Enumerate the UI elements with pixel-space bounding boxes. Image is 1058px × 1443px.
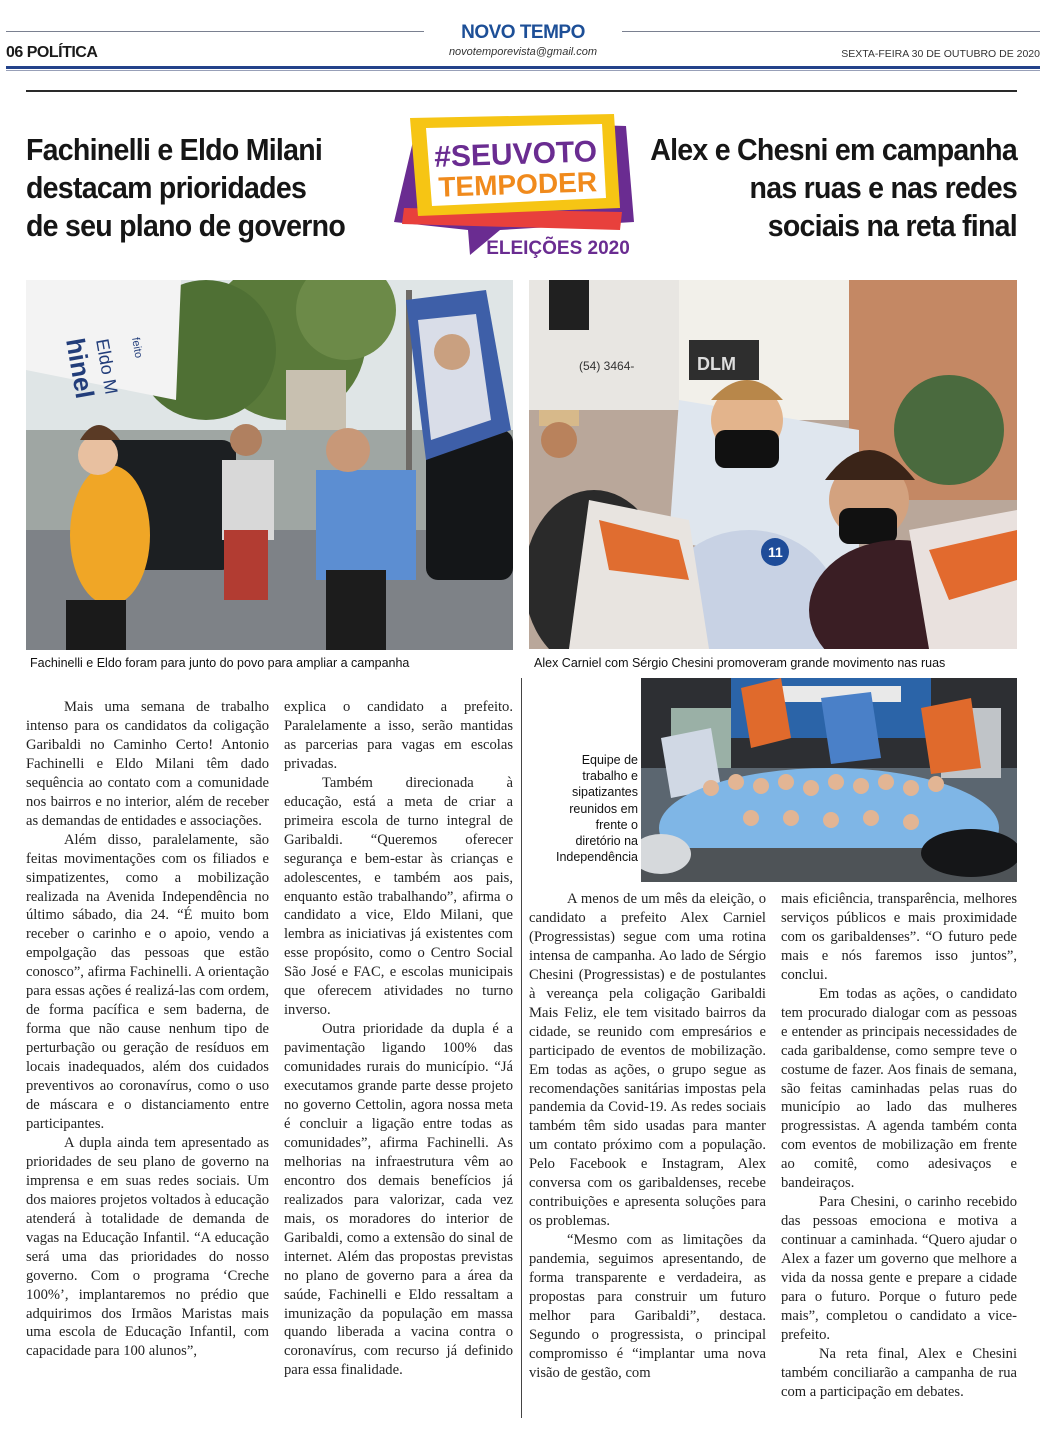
caption-third-line: diretório na xyxy=(575,834,638,849)
flag-text: feito xyxy=(129,336,145,360)
paragraph: Mais uma semana de trabalho intenso para os candidatos da coligação Garibaldi no Caminho Certo! Antonio Fachinelli e Eldo Milani têm dado sequência ao contato com a comunidade nos bairros e no interior, além de receber as demandas de entidades e associações. xyxy=(26,699,269,829)
headline-left-line: destacam prioridades xyxy=(26,170,307,205)
flag-text: hinel xyxy=(60,335,101,401)
headline-left-line: de seu plano de governo xyxy=(26,208,346,243)
caption-left: Fachinelli e Eldo foram para junto do povo para ampliar a campanha xyxy=(30,656,410,670)
paragraph: Na reta final, Alex e Chesini também conciliarão a campanha de rua com a participação em debates. xyxy=(781,1345,1017,1400)
photo-alex-chesini xyxy=(529,280,1017,649)
caption-third-line: Independência xyxy=(555,850,638,865)
photo-equipe xyxy=(641,678,1017,882)
paragraph: Outra prioridade da dupla é a pavimentação ligando 100% das comunidades rurais do município. “Já executamos grande parte desse projeto no governo Cettolin, agora nossa meta é concluir a ligação entre todas as comunidades”, afirma Fachinelli. As melhorias na infraestrutura vêm ao encontro dos demais benefícios já realizados para valorizar, cada vez mais, os moradores do interior de Garibaldi, como a extensão do sinal de internet. Além das propostas previstas no plano de governo para a área da saúde, Fachinelli e Eldo ressaltam a imunização da população em massa quando liberada a vacina contra o coronavírus, com recurso já definido para essa finalidade. xyxy=(284,1021,513,1379)
header-rule-blue xyxy=(6,66,1040,69)
photo-fachinelli-eldo xyxy=(26,280,513,650)
article-right-col4 xyxy=(781,890,1017,1420)
masthead: NOVO TEMPO xyxy=(461,22,585,43)
paragraph: Além disso, paralelamente, são feitas movimentações com os filiados e simpatizentes, como a mobilização realizada na Avenida Independência no último sábado, dia 24. “É muito bom receber o carinho e o apoio, vendo a empolgação das pessoas que estão conosco”, afirma Fachinelli. A orientação para essas ações é realizá-las com ordem, de forma pacífica e sem baderna, de forma que não cause nenhum tipo de perturbação ou geração de resíduos em locais inadequados, além dos cuidados preventivos ao coronavírus, como o uso de máscara e o distanciamento entre participantes. xyxy=(26,831,269,1132)
headline-right xyxy=(649,131,1017,245)
paragraph: “Mesmo com as limitações da pandemia, seguimos apresentando, de forma transparente e verdadeira, as propostas para construir um futuro melhor para Garibaldi”, destaca. Segundo o progressista, o principal compromisso é “implantar uma nova visão de gestão, com xyxy=(529,1232,766,1381)
caption-right: Alex Carniel com Sérgio Chesini promoveram grande movimento nas ruas xyxy=(534,656,946,670)
section-rule xyxy=(26,90,1017,92)
caption-third-line: sipatizantes xyxy=(571,785,638,800)
caption-third-line: Equipe de xyxy=(581,753,638,767)
header-rule-top-right xyxy=(622,31,1040,32)
logo-line1: #SEUVOTO xyxy=(433,135,598,174)
logo-line2: TEMPODER xyxy=(437,166,598,203)
headline-left xyxy=(26,131,376,245)
article-left-col1 xyxy=(26,698,269,1420)
article-left-col2 xyxy=(284,698,513,1420)
header-rule-top-left xyxy=(6,31,424,32)
paragraph: A menos de um mês da eleição, o candidato a prefeito Alex Carniel (Progressistas) segue com uma rotina intensa de campanha. Ao lado de Sérgio Chesini (Progressistas) e de postulantes à vereança pela coligação Garibaldi Mais Feliz, ele tem visitado bairros da cidade, se reunido com empresários e participado de eventos de mobilização. Em todas as ações, o grupo segue as recomendações sanitárias impostas pela pandemia da Covid-19. As redes sociais também têm sido usadas para manter um contato próximo com a população. Pelo Facebook e Instagram, Alex conversa com os garibaldenses, recebe contribuições e apresenta soluções para os problemas. xyxy=(529,891,766,1230)
page-section: 06 POLÍTICA xyxy=(6,44,98,61)
badge-text: 11 xyxy=(768,544,783,560)
article-right-col3 xyxy=(529,890,766,1420)
header-rule-thin xyxy=(6,70,1040,71)
header-date: SEXTA-FEIRA 30 DE OUTUBRO DE 2020 xyxy=(841,48,1040,60)
logo-line3: ELEIÇÕES 2020 xyxy=(486,238,630,259)
paragraph: Em todas as ações, o candidato tem procurado dialogar com as pessoas e entender as principais necessidades de cada garibaldense, como sempre teve o costume de fazer. Aos finais de semana, são feitas caminhadas pelas ruas do município ao lado das mulheres progressistas. A agenda também conta com eventos de mobilização em frente ao comitê, como adesivaços e bandeiraços. xyxy=(781,985,1017,1192)
flag-text: Eldo M xyxy=(92,337,122,396)
paragraph: Também direcionada à educação, está a meta de criar a primeira escola de turno integral de Garibaldi. “Queremos oferecer segurança e bem-estar às crianças e adolescentes, e também aos pais, enquanto estão trabalhando”, afirma o candidato a vice, Eldo Milani, que lembra as iniciativas já existentes com esse propósito, como o Centro Social São José e FAC, e escolas municipais que oferecem atividades no turno inverso. xyxy=(284,774,513,1019)
paragraph: explica o candidato a prefeito. Paralelamente a isso, serão mantidas as parcerias para vagas em escolas privadas. xyxy=(284,699,513,772)
headline-right-line: Alex e Chesni em campanha xyxy=(650,132,1017,167)
caption-third-line: trabalho e xyxy=(582,769,638,784)
caption-third xyxy=(542,752,638,865)
paragraph: Para Chesini, o carinho recebido das pessoas emociona e motiva a continuar a caminhada. “Quero ajudar o Alex a fazer um governo que melhore a vida da nossa gente e prepare a cidade para o futuro. Porque o futuro pede mais”, completou o candidato a vice-prefeito. xyxy=(781,1194,1017,1343)
headline-right-line: sociais na reta final xyxy=(767,208,1017,243)
caption-third-line: frente o xyxy=(595,817,638,832)
shop-sign-text: (54) 3464- xyxy=(579,359,635,373)
shop-sign-text: DLM xyxy=(697,354,736,374)
paragraph: A dupla ainda tem apresentado as prioridades de seu plano de governo na imprensa e em suas redes sociais. Um dos maiores projetos voltados à educação atenderá à totalidade de demanda de vagas na Educação Infantil. “A educação será uma das prioridades do nosso governo. Com o programa ‘Creche 100%’, implantaremos no prédio que adquirimos dos Irmãos Maristas mais uma escola de Educação Infantil, com capacidade para 100 alunos”, xyxy=(26,1134,269,1360)
caption-third-line: reunidos em xyxy=(569,801,638,816)
paragraph: mais eficiência, transparência, melhores serviços públicos e mais proximidade com os garibaldenses”. “O futuro pede mais e nós faremos isso juntos”, conclui. xyxy=(781,891,1017,983)
headline-right-line: nas ruas e nas redes xyxy=(749,170,1017,205)
column-divider xyxy=(521,678,522,1418)
headline-left-line: Fachinelli e Eldo Milani xyxy=(26,132,323,167)
election-logo xyxy=(388,112,650,260)
header-email: novotemporevista@gmail.com xyxy=(448,46,598,58)
